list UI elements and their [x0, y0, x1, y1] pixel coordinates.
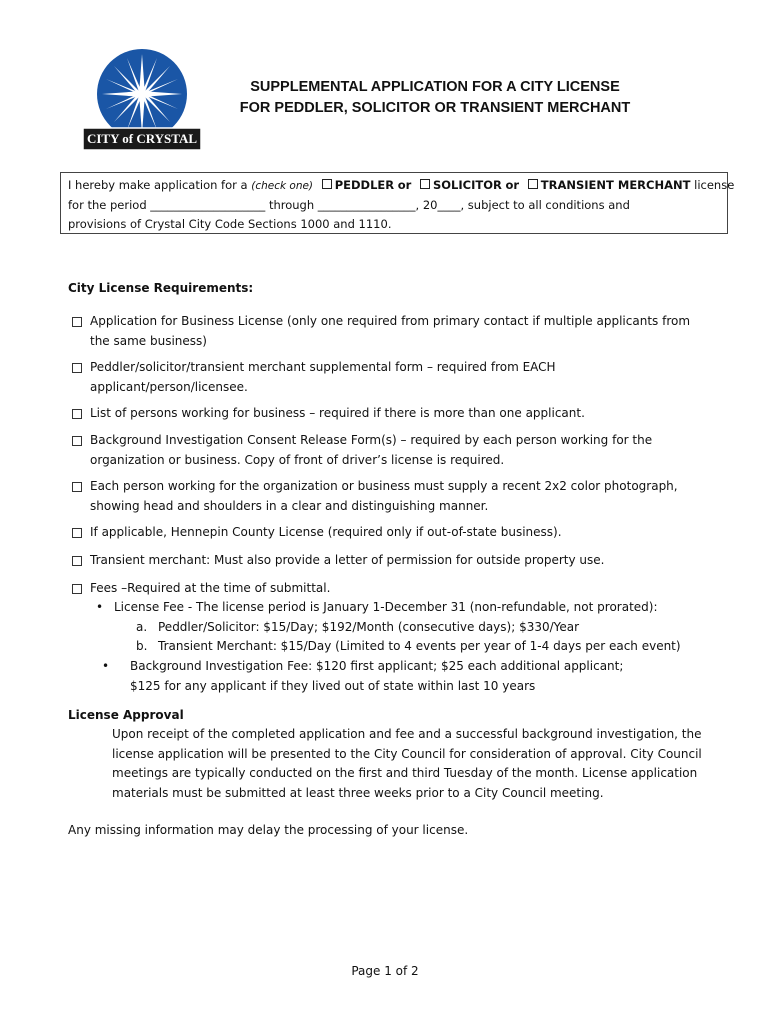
application-period-line: for the period ____________________ through _________________, 20____, subject to all conditions and	[68, 198, 630, 212]
license-fee-bullet: •	[96, 600, 104, 614]
requirement-checkbox[interactable]	[72, 584, 82, 594]
peddler-label: PEDDLER	[334, 178, 395, 192]
requirement-checkbox[interactable]	[72, 409, 82, 419]
requirements-heading: City License Requirements:	[68, 281, 254, 295]
requirement-checkbox[interactable]	[72, 556, 82, 566]
intro-text: I hereby make application for a	[68, 178, 248, 192]
requirement-text: showing head and shoulders in a clear and distinguishing manner.	[90, 498, 489, 513]
application-line-1	[68, 175, 734, 196]
requirement-text: applicant/person/licensee.	[90, 379, 248, 394]
peddler-checkbox[interactable]	[322, 179, 332, 189]
page-title-line2: FOR PEDDLER, SOLICITOR OR TRANSIENT MERCHANT	[239, 100, 631, 116]
license-fee-text: License Fee - The license period is January 1-December 31 (non-refundable, not prorated):	[114, 600, 658, 614]
requirement-text: If applicable, Hennepin County License (required only if out-of-state business).	[90, 525, 562, 539]
solicitor-label: SOLICITOR	[433, 178, 502, 192]
background-fee-bullet: •	[102, 659, 110, 673]
requirement-text: Each person working for the organization or business must supply a recent 2x2 color photograph,	[90, 479, 678, 493]
approval-line: Upon receipt of the completed application and fee and a successful background investigation, the	[112, 727, 702, 741]
requirement-text: Transient merchant: Must also provide a letter of permission for outside property use.	[90, 553, 605, 567]
requirement-checkbox[interactable]	[72, 528, 82, 538]
requirement-text: Background Investigation Consent Release Form(s) – required by each person working for the	[90, 433, 653, 447]
license-word: license	[694, 178, 735, 192]
approval-line: license application will be presented to the City Council for consideration of approval. City Council	[112, 746, 702, 761]
requirement-checkbox[interactable]	[72, 317, 82, 327]
approval-line: meetings are typically conducted on the first and third Tuesday of the month. License application	[112, 766, 698, 780]
requirement-text: Peddler/solicitor/transient merchant supplemental form – required from EACH	[90, 360, 556, 374]
transient-merchant-label: TRANSIENT MERCHANT	[540, 178, 691, 192]
license-approval-heading: License Approval	[68, 708, 184, 722]
requirement-text: Fees –Required at the time of submittal.	[90, 581, 331, 595]
check-one-hint: (check one)	[251, 180, 314, 192]
requirement-text: Application for Business License (only one required from primary contact if multiple applicants from	[90, 314, 691, 328]
fee-a-text: Peddler/Solicitor: $15/Day; $192/Month (consecutive days); $330/Year	[158, 620, 580, 634]
or-text: or	[397, 178, 412, 192]
background-fee-text: $125 for any applicant if they lived out of state within last 10 years	[130, 679, 536, 693]
background-fee-text: Background Investigation Fee: $120 first applicant; $25 each additional applicant;	[130, 659, 624, 673]
approval-line: materials must be submitted at least three weeks prior to a City Council meeting.	[112, 785, 604, 800]
city-of-crystal-logo	[83, 48, 201, 156]
requirement-checkbox[interactable]	[72, 363, 82, 373]
fee-b-text: Transient Merchant: $15/Day (Limited to 4 events per year of 1-4 days per each event)	[158, 639, 681, 653]
page-number: Page 1 of 2	[351, 964, 419, 978]
or-text: or	[505, 178, 520, 192]
missing-info-note: Any missing information may delay the processing of your license.	[68, 823, 469, 837]
transient-merchant-checkbox[interactable]	[528, 179, 538, 189]
license-approval-paragraph	[112, 725, 732, 803]
requirement-text: the same business)	[90, 333, 207, 348]
logo-text: CITY of CRYSTAL	[86, 131, 198, 146]
requirement-text: organization or business. Copy of front of driver’s license is required.	[90, 452, 505, 467]
application-code-line: provisions of Crystal City Code Sections 1000 and 1110.	[68, 217, 392, 231]
fee-a-label: a.	[136, 620, 148, 634]
solicitor-checkbox[interactable]	[420, 179, 430, 189]
requirement-checkbox[interactable]	[72, 482, 82, 492]
requirement-checkbox[interactable]	[72, 436, 82, 446]
requirement-text: List of persons working for business – required if there is more than one applicant.	[90, 406, 585, 420]
page-title-line1: SUPPLEMENTAL APPLICATION FOR A CITY LICENSE	[250, 79, 620, 95]
fee-b-label: b.	[136, 639, 148, 653]
